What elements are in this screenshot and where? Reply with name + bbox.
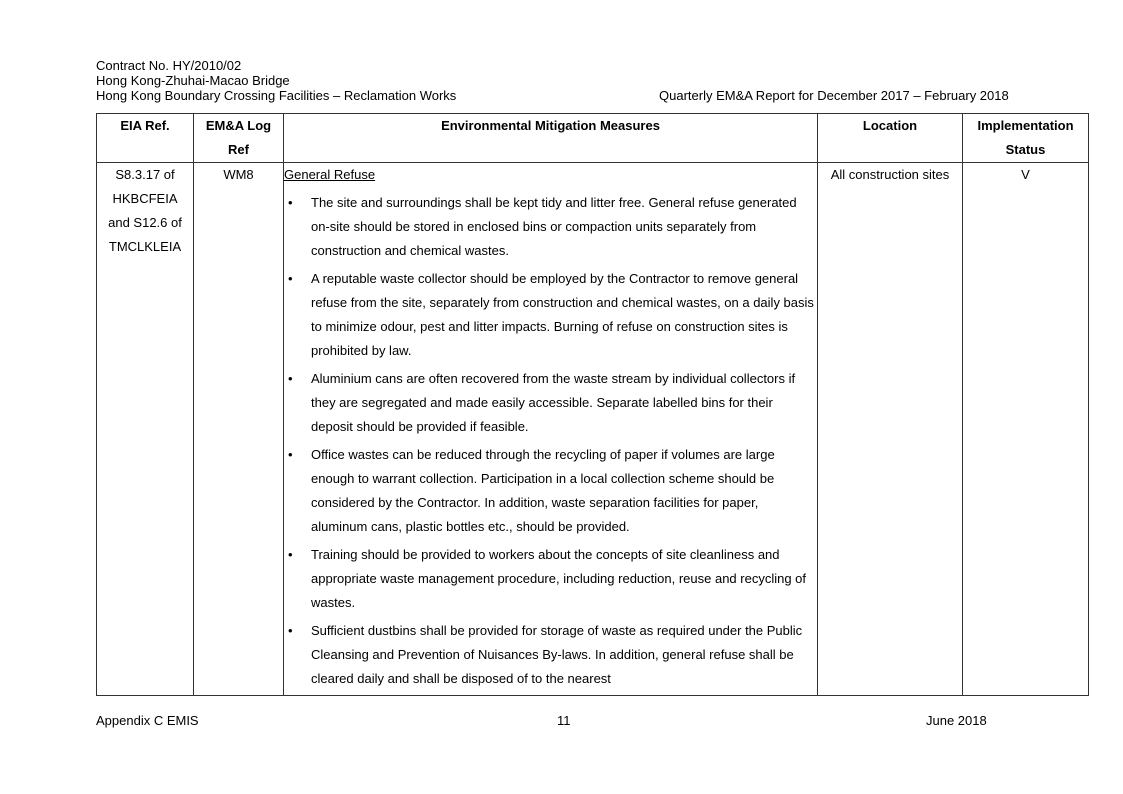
emis-table bbox=[96, 113, 1089, 696]
eia-ref-line: S8.3.17 of bbox=[115, 167, 175, 182]
col-header-measures: Environmental Mitigation Measures bbox=[284, 114, 818, 163]
measures-cell bbox=[284, 163, 818, 696]
page-number: 11 bbox=[557, 713, 571, 728]
table-header-row bbox=[97, 114, 1089, 163]
col-header-ema-log-ref: EM&A Log Ref bbox=[194, 114, 284, 163]
col-header-status: Implementation Status bbox=[963, 114, 1089, 163]
project-name: Hong Kong-Zhuhai-Macao Bridge bbox=[96, 73, 290, 88]
location-cell: All construction sites bbox=[818, 163, 963, 696]
table-row bbox=[97, 163, 1089, 696]
measure-item: • Office wastes can be reduced through the recycling of paper if volumes are large enough to warrant collection. Participation in a local collection scheme should be considered by the Contractor. In addition, waste separation facilities for paper, aluminum cans, plastic bottles etc., should be provided. bbox=[284, 443, 817, 539]
col-header-location: Location bbox=[818, 114, 963, 163]
contract-number: Contract No. HY/2010/02 bbox=[96, 58, 242, 73]
works-name: Hong Kong Boundary Crossing Facilities – Reclamation Works bbox=[96, 88, 457, 103]
col-header-eia-ref: EIA Ref. bbox=[97, 114, 194, 163]
measure-item: • Training should be provided to workers about the concepts of site cleanliness and appropriate waste management procedure, including reduction, reuse and recycling of wastes. bbox=[284, 543, 817, 615]
measure-item: • A reputable waste collector should be employed by the Contractor to remove general refuse from the site, separately from construction and chemical wastes, on a daily basis to minimize odour, pest and litter impacts. Burning of refuse on construction sites is prohibited by law. bbox=[284, 267, 817, 363]
measure-item: • Aluminium cans are often recovered from the waste stream by individual collectors if they are segregated and made easily accessible. Separate labelled bins for their deposit should be provided if feasible. bbox=[284, 367, 817, 439]
eia-ref-line: TMCLKLEIA bbox=[108, 239, 182, 254]
eia-ref-cell bbox=[97, 163, 194, 696]
subheading: General Refuse bbox=[284, 167, 376, 182]
footer-date: June 2018 bbox=[926, 713, 987, 728]
ema-log-ref-cell: WM8 bbox=[194, 163, 284, 696]
measure-item: • The site and surroundings shall be kept tidy and litter free. General refuse generated on-site should be stored in enclosed bins or compaction units separately from construction and chemical wastes. bbox=[284, 191, 817, 263]
eia-ref-line: and S12.6 of bbox=[108, 215, 182, 230]
footer-appendix: Appendix C EMIS bbox=[96, 713, 199, 728]
measure-item: • Sufficient dustbins shall be provided for storage of waste as required under the Public Cleansing and Prevention of Nuisances By-laws. In addition, general refuse shall be cleared daily and shall be disposed of to the nearest bbox=[284, 619, 817, 691]
eia-ref-line: HKBCFEIA bbox=[112, 191, 178, 206]
status-cell: V bbox=[963, 163, 1089, 696]
report-title: Quarterly EM&A Report for December 2017 – February 2018 bbox=[659, 88, 1009, 103]
